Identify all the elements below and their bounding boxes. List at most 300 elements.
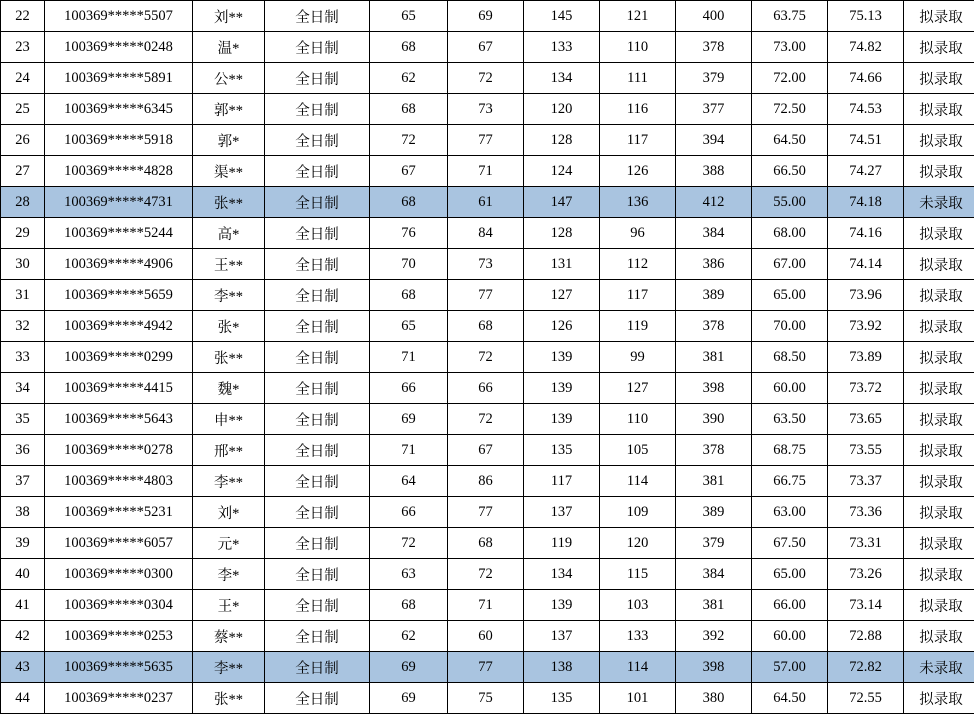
subject-4-score: 114 [600, 652, 676, 683]
subject-2-score: 67 [448, 32, 524, 63]
final-score: 73.14 [828, 590, 904, 621]
initial-total-score: 386 [676, 249, 752, 280]
row-index: 39 [1, 528, 45, 559]
row-index: 37 [1, 466, 45, 497]
admission-result: 拟录取 [904, 435, 974, 466]
retest-score: 64.50 [752, 125, 828, 156]
table-row [1, 559, 974, 590]
row-index: 35 [1, 404, 45, 435]
candidate-id: 100369*****5659 [45, 280, 193, 311]
candidate-name: 张** [193, 342, 265, 373]
final-score: 73.65 [828, 404, 904, 435]
subject-1-score: 65 [370, 311, 448, 342]
subject-1-score: 72 [370, 125, 448, 156]
retest-score: 55.00 [752, 187, 828, 218]
table-row [1, 590, 974, 621]
initial-total-score: 389 [676, 497, 752, 528]
admission-result: 拟录取 [904, 497, 974, 528]
candidate-name: 公** [193, 63, 265, 94]
candidate-name: 张** [193, 187, 265, 218]
initial-total-score: 400 [676, 1, 752, 32]
subject-1-score: 68 [370, 32, 448, 63]
subject-3-score: 139 [524, 590, 600, 621]
candidate-id: 100369*****4415 [45, 373, 193, 404]
subject-4-score: 112 [600, 249, 676, 280]
subject-1-score: 71 [370, 342, 448, 373]
subject-1-score: 66 [370, 373, 448, 404]
study-mode: 全日制 [265, 404, 370, 435]
subject-2-score: 61 [448, 187, 524, 218]
study-mode: 全日制 [265, 373, 370, 404]
final-score: 72.55 [828, 683, 904, 714]
candidate-id: 100369*****4828 [45, 156, 193, 187]
subject-3-score: 137 [524, 497, 600, 528]
retest-score: 67.50 [752, 528, 828, 559]
table-row [1, 280, 974, 311]
study-mode: 全日制 [265, 528, 370, 559]
subject-2-score: 67 [448, 435, 524, 466]
admission-result: 拟录取 [904, 1, 974, 32]
candidate-name: 李** [193, 280, 265, 311]
subject-3-score: 131 [524, 249, 600, 280]
row-index: 34 [1, 373, 45, 404]
retest-score: 60.00 [752, 621, 828, 652]
subject-2-score: 71 [448, 590, 524, 621]
retest-score: 73.00 [752, 32, 828, 63]
row-index: 38 [1, 497, 45, 528]
retest-score: 65.00 [752, 280, 828, 311]
row-index: 36 [1, 435, 45, 466]
candidate-id: 100369*****6345 [45, 94, 193, 125]
final-score: 73.31 [828, 528, 904, 559]
table-row [1, 497, 974, 528]
subject-1-score: 71 [370, 435, 448, 466]
final-score: 74.14 [828, 249, 904, 280]
candidate-id: 100369*****0237 [45, 683, 193, 714]
subject-4-score: 116 [600, 94, 676, 125]
subject-3-score: 126 [524, 311, 600, 342]
candidate-name: 王** [193, 249, 265, 280]
study-mode: 全日制 [265, 466, 370, 497]
subject-4-score: 136 [600, 187, 676, 218]
subject-3-score: 135 [524, 435, 600, 466]
study-mode: 全日制 [265, 94, 370, 125]
subject-1-score: 62 [370, 63, 448, 94]
admission-result: 拟录取 [904, 373, 974, 404]
subject-2-score: 72 [448, 404, 524, 435]
subject-3-score: 139 [524, 373, 600, 404]
initial-total-score: 379 [676, 63, 752, 94]
row-index: 24 [1, 63, 45, 94]
candidate-name: 李* [193, 559, 265, 590]
candidate-id: 100369*****5643 [45, 404, 193, 435]
table-row [1, 63, 974, 94]
table-row [1, 187, 974, 218]
initial-total-score: 384 [676, 218, 752, 249]
study-mode: 全日制 [265, 683, 370, 714]
subject-4-score: 120 [600, 528, 676, 559]
initial-total-score: 380 [676, 683, 752, 714]
candidate-name: 渠** [193, 156, 265, 187]
row-index: 30 [1, 249, 45, 280]
candidate-name: 魏* [193, 373, 265, 404]
subject-3-score: 133 [524, 32, 600, 63]
initial-total-score: 381 [676, 466, 752, 497]
admission-result: 未录取 [904, 187, 974, 218]
subject-2-score: 73 [448, 249, 524, 280]
subject-3-score: 134 [524, 559, 600, 590]
final-score: 73.26 [828, 559, 904, 590]
retest-score: 72.50 [752, 94, 828, 125]
subject-2-score: 86 [448, 466, 524, 497]
table-row [1, 218, 974, 249]
subject-1-score: 76 [370, 218, 448, 249]
subject-2-score: 77 [448, 497, 524, 528]
admission-result: 拟录取 [904, 32, 974, 63]
candidate-name: 刘** [193, 1, 265, 32]
candidate-name: 高* [193, 218, 265, 249]
initial-total-score: 394 [676, 125, 752, 156]
initial-total-score: 378 [676, 32, 752, 63]
row-index: 32 [1, 311, 45, 342]
admission-result: 拟录取 [904, 311, 974, 342]
candidate-id: 100369*****0278 [45, 435, 193, 466]
row-index: 25 [1, 94, 45, 125]
study-mode: 全日制 [265, 652, 370, 683]
subject-4-score: 117 [600, 280, 676, 311]
final-score: 74.66 [828, 63, 904, 94]
subject-4-score: 115 [600, 559, 676, 590]
subject-1-score: 68 [370, 94, 448, 125]
candidate-id: 100369*****0304 [45, 590, 193, 621]
table-row [1, 156, 974, 187]
final-score: 73.36 [828, 497, 904, 528]
final-score: 75.13 [828, 1, 904, 32]
candidate-name: 温* [193, 32, 265, 63]
subject-3-score: 138 [524, 652, 600, 683]
final-score: 74.27 [828, 156, 904, 187]
subject-1-score: 69 [370, 683, 448, 714]
subject-4-score: 101 [600, 683, 676, 714]
candidate-name: 李** [193, 652, 265, 683]
admission-result: 拟录取 [904, 683, 974, 714]
table-body [1, 1, 974, 714]
subject-1-score: 69 [370, 652, 448, 683]
retest-score: 63.00 [752, 497, 828, 528]
study-mode: 全日制 [265, 621, 370, 652]
candidate-name: 李** [193, 466, 265, 497]
final-score: 73.72 [828, 373, 904, 404]
study-mode: 全日制 [265, 63, 370, 94]
admission-result: 拟录取 [904, 342, 974, 373]
table-row [1, 528, 974, 559]
candidate-name: 邢** [193, 435, 265, 466]
subject-2-score: 84 [448, 218, 524, 249]
candidate-id: 100369*****0248 [45, 32, 193, 63]
final-score: 73.89 [828, 342, 904, 373]
study-mode: 全日制 [265, 249, 370, 280]
final-score: 74.18 [828, 187, 904, 218]
subject-2-score: 72 [448, 63, 524, 94]
admission-result: 拟录取 [904, 559, 974, 590]
subject-3-score: 124 [524, 156, 600, 187]
subject-4-score: 109 [600, 497, 676, 528]
candidate-name: 蔡** [193, 621, 265, 652]
admission-result: 拟录取 [904, 466, 974, 497]
retest-score: 60.00 [752, 373, 828, 404]
study-mode: 全日制 [265, 435, 370, 466]
initial-total-score: 378 [676, 435, 752, 466]
retest-score: 70.00 [752, 311, 828, 342]
table-row [1, 249, 974, 280]
subject-3-score: 139 [524, 404, 600, 435]
study-mode: 全日制 [265, 311, 370, 342]
subject-2-score: 75 [448, 683, 524, 714]
subject-1-score: 70 [370, 249, 448, 280]
subject-2-score: 77 [448, 280, 524, 311]
candidate-name: 王* [193, 590, 265, 621]
study-mode: 全日制 [265, 1, 370, 32]
initial-total-score: 398 [676, 652, 752, 683]
subject-3-score: 147 [524, 187, 600, 218]
subject-4-score: 110 [600, 32, 676, 63]
admission-result: 拟录取 [904, 125, 974, 156]
row-index: 31 [1, 280, 45, 311]
candidate-name: 元* [193, 528, 265, 559]
subject-4-score: 105 [600, 435, 676, 466]
retest-score: 66.75 [752, 466, 828, 497]
candidate-name: 刘* [193, 497, 265, 528]
initial-total-score: 378 [676, 311, 752, 342]
table-row [1, 32, 974, 63]
candidate-id: 100369*****5244 [45, 218, 193, 249]
subject-1-score: 64 [370, 466, 448, 497]
table-row [1, 683, 974, 714]
subject-4-score: 126 [600, 156, 676, 187]
table-row [1, 125, 974, 156]
subject-3-score: 135 [524, 683, 600, 714]
study-mode: 全日制 [265, 590, 370, 621]
candidate-name: 张** [193, 683, 265, 714]
initial-total-score: 379 [676, 528, 752, 559]
admission-result: 拟录取 [904, 621, 974, 652]
subject-4-score: 110 [600, 404, 676, 435]
subject-1-score: 65 [370, 1, 448, 32]
subject-3-score: 134 [524, 63, 600, 94]
retest-score: 57.00 [752, 652, 828, 683]
candidate-name: 郭* [193, 125, 265, 156]
subject-4-score: 99 [600, 342, 676, 373]
candidate-id: 100369*****4942 [45, 311, 193, 342]
subject-1-score: 63 [370, 559, 448, 590]
subject-2-score: 68 [448, 311, 524, 342]
final-score: 73.92 [828, 311, 904, 342]
subject-4-score: 119 [600, 311, 676, 342]
retest-score: 66.00 [752, 590, 828, 621]
subject-2-score: 69 [448, 1, 524, 32]
initial-total-score: 381 [676, 590, 752, 621]
candidate-id: 100369*****4731 [45, 187, 193, 218]
subject-2-score: 66 [448, 373, 524, 404]
subject-3-score: 128 [524, 218, 600, 249]
retest-score: 63.50 [752, 404, 828, 435]
admission-result: 拟录取 [904, 528, 974, 559]
subject-3-score: 120 [524, 94, 600, 125]
initial-total-score: 389 [676, 280, 752, 311]
subject-2-score: 71 [448, 156, 524, 187]
admission-result: 拟录取 [904, 156, 974, 187]
admission-result: 拟录取 [904, 404, 974, 435]
final-score: 72.88 [828, 621, 904, 652]
subject-1-score: 69 [370, 404, 448, 435]
study-mode: 全日制 [265, 32, 370, 63]
subject-3-score: 137 [524, 621, 600, 652]
row-index: 26 [1, 125, 45, 156]
candidate-id: 100369*****0300 [45, 559, 193, 590]
admission-result: 拟录取 [904, 280, 974, 311]
study-mode: 全日制 [265, 280, 370, 311]
initial-total-score: 377 [676, 94, 752, 125]
subject-3-score: 139 [524, 342, 600, 373]
subject-2-score: 68 [448, 528, 524, 559]
retest-score: 64.50 [752, 683, 828, 714]
initial-total-score: 384 [676, 559, 752, 590]
candidate-name: 张* [193, 311, 265, 342]
table-row [1, 94, 974, 125]
admission-result: 拟录取 [904, 249, 974, 280]
candidate-id: 100369*****0299 [45, 342, 193, 373]
candidate-id: 100369*****5918 [45, 125, 193, 156]
subject-1-score: 68 [370, 280, 448, 311]
table-row [1, 466, 974, 497]
candidate-id: 100369*****5231 [45, 497, 193, 528]
study-mode: 全日制 [265, 218, 370, 249]
table-row [1, 652, 974, 683]
admission-result: 拟录取 [904, 218, 974, 249]
final-score: 73.55 [828, 435, 904, 466]
table-row [1, 1, 974, 32]
subject-1-score: 66 [370, 497, 448, 528]
initial-total-score: 412 [676, 187, 752, 218]
table-row [1, 404, 974, 435]
initial-total-score: 390 [676, 404, 752, 435]
initial-total-score: 398 [676, 373, 752, 404]
subject-1-score: 68 [370, 187, 448, 218]
subject-3-score: 127 [524, 280, 600, 311]
initial-total-score: 392 [676, 621, 752, 652]
candidate-id: 100369*****5507 [45, 1, 193, 32]
subject-4-score: 127 [600, 373, 676, 404]
candidate-id: 100369*****4803 [45, 466, 193, 497]
subject-3-score: 119 [524, 528, 600, 559]
retest-score: 68.75 [752, 435, 828, 466]
final-score: 73.96 [828, 280, 904, 311]
admission-result: 拟录取 [904, 590, 974, 621]
row-index: 40 [1, 559, 45, 590]
table-row [1, 342, 974, 373]
candidate-id: 100369*****4906 [45, 249, 193, 280]
subject-4-score: 121 [600, 1, 676, 32]
final-score: 74.82 [828, 32, 904, 63]
subject-4-score: 133 [600, 621, 676, 652]
subject-2-score: 77 [448, 652, 524, 683]
study-mode: 全日制 [265, 125, 370, 156]
final-score: 73.37 [828, 466, 904, 497]
candidate-id: 100369*****6057 [45, 528, 193, 559]
retest-score: 72.00 [752, 63, 828, 94]
admission-result: 拟录取 [904, 63, 974, 94]
study-mode: 全日制 [265, 497, 370, 528]
study-mode: 全日制 [265, 156, 370, 187]
subject-1-score: 62 [370, 621, 448, 652]
study-mode: 全日制 [265, 559, 370, 590]
row-index: 42 [1, 621, 45, 652]
row-index: 29 [1, 218, 45, 249]
retest-score: 63.75 [752, 1, 828, 32]
admission-result: 未录取 [904, 652, 974, 683]
initial-total-score: 381 [676, 342, 752, 373]
table-row [1, 435, 974, 466]
subject-1-score: 67 [370, 156, 448, 187]
retest-score: 66.50 [752, 156, 828, 187]
retest-score: 68.00 [752, 218, 828, 249]
retest-score: 67.00 [752, 249, 828, 280]
study-mode: 全日制 [265, 187, 370, 218]
final-score: 74.53 [828, 94, 904, 125]
subject-2-score: 60 [448, 621, 524, 652]
subject-4-score: 111 [600, 63, 676, 94]
row-index: 28 [1, 187, 45, 218]
subject-2-score: 77 [448, 125, 524, 156]
candidate-id: 100369*****5635 [45, 652, 193, 683]
row-index: 23 [1, 32, 45, 63]
initial-total-score: 388 [676, 156, 752, 187]
row-index: 44 [1, 683, 45, 714]
retest-score: 68.50 [752, 342, 828, 373]
subject-3-score: 145 [524, 1, 600, 32]
subject-2-score: 72 [448, 559, 524, 590]
final-score: 74.51 [828, 125, 904, 156]
candidate-id: 100369*****0253 [45, 621, 193, 652]
row-index: 27 [1, 156, 45, 187]
subject-4-score: 114 [600, 466, 676, 497]
subject-4-score: 103 [600, 590, 676, 621]
subject-4-score: 117 [600, 125, 676, 156]
subject-4-score: 96 [600, 218, 676, 249]
retest-score: 65.00 [752, 559, 828, 590]
candidate-id: 100369*****5891 [45, 63, 193, 94]
subject-3-score: 128 [524, 125, 600, 156]
subject-2-score: 73 [448, 94, 524, 125]
subject-2-score: 72 [448, 342, 524, 373]
final-score: 74.16 [828, 218, 904, 249]
row-index: 22 [1, 1, 45, 32]
row-index: 33 [1, 342, 45, 373]
subject-3-score: 117 [524, 466, 600, 497]
table-row [1, 621, 974, 652]
row-index: 41 [1, 590, 45, 621]
study-mode: 全日制 [265, 342, 370, 373]
table-row [1, 373, 974, 404]
table-row [1, 311, 974, 342]
candidate-name: 申** [193, 404, 265, 435]
row-index: 43 [1, 652, 45, 683]
final-score: 72.82 [828, 652, 904, 683]
candidate-name: 郭** [193, 94, 265, 125]
subject-1-score: 72 [370, 528, 448, 559]
admission-result: 拟录取 [904, 94, 974, 125]
subject-1-score: 68 [370, 590, 448, 621]
